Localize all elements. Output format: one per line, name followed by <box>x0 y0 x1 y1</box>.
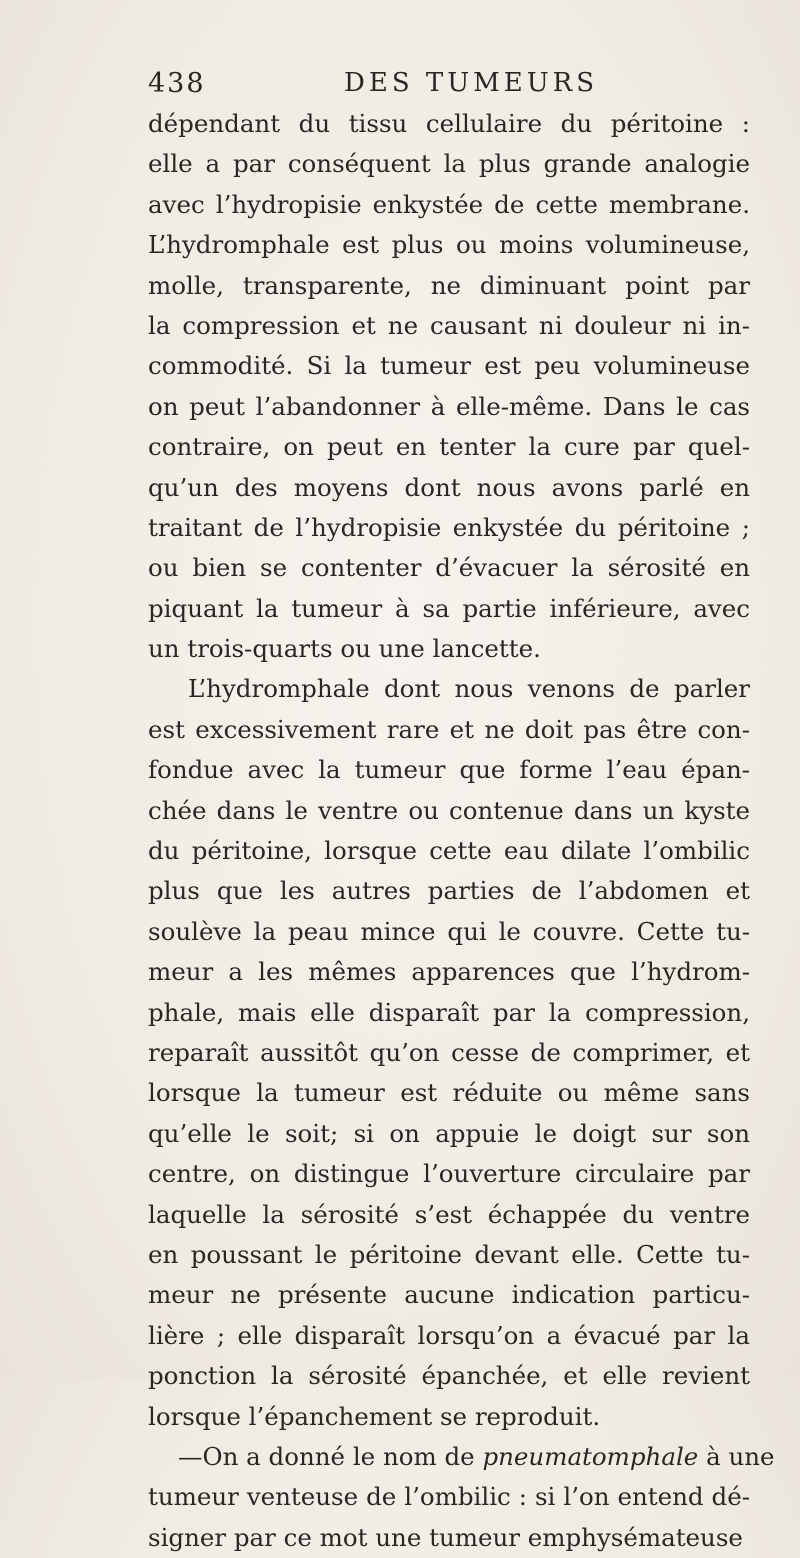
text-line: soulève la peau mince qui le couvre. Cette tu- <box>148 916 750 946</box>
text-line: reparaît aussitôt qu’on cesse de comprimer, et <box>148 1037 750 1067</box>
text-line: piquant la tumeur à sa partie inférieure, avec <box>148 593 750 623</box>
text-line: en poussant le péritoine devant elle. Cette tu- <box>148 1239 750 1269</box>
text-line: la compression et ne causant ni douleur ni in- <box>148 310 750 340</box>
text-line: centre, on distingue l’ouverture circulaire par <box>148 1159 750 1189</box>
text-line: lière ; elle disparaît lorsqu’on a évacué par la <box>148 1320 750 1350</box>
text-line: lorsque l’épanchement se reproduit. <box>148 1401 601 1431</box>
text-line: commodité. Si la tumeur est peu volumineuse <box>148 351 750 381</box>
text-line: L’hydromphale est plus ou moins volumineuse, <box>148 230 750 260</box>
text-line: signer par ce mot une tumeur emphysémateuse <box>148 1522 743 1552</box>
paragraph-start: L’hydromphale dont nous venons de parler <box>188 674 750 704</box>
paragraph-start <box>148 1437 775 1477</box>
text-line: traitant de l’hydropisie enkystée du péritoine ; <box>148 512 750 542</box>
text-segment: à une <box>698 1441 775 1471</box>
text-line: elle a par conséquent la plus grande analogie <box>148 149 750 179</box>
text-line: tumeur venteuse de l’ombilic : si l’on entend dé- <box>148 1482 750 1512</box>
text-line: fondue avec la tumeur que forme l’eau épan- <box>148 755 750 785</box>
text-line: un trois-quarts ou une lancette. <box>148 634 541 664</box>
body-text <box>148 104 775 1558</box>
text-line: avec l’hydropisie enkystée de cette membrane. <box>148 189 750 219</box>
text-line: du péritoine, lorsque cette eau dilate l’ombilic <box>148 836 750 866</box>
italic-term: pneumatomphale <box>482 1441 699 1471</box>
text-line: plus que les autres parties de l’abdomen et <box>148 876 750 906</box>
text-line: on peut l’abandonner à elle-même. Dans le cas <box>148 391 750 421</box>
text-segment: —On a donné le nom de <box>178 1441 483 1471</box>
text-line: qu’un des moyens dont nous avons parlé en <box>148 472 750 502</box>
text-line: dépendant du tissu cellulaire du péritoine : <box>148 109 750 138</box>
text-line: lorsque la tumeur est réduite ou même sans <box>148 1078 750 1108</box>
text-line: contraire, on peut en tenter la cure par quel- <box>148 432 750 462</box>
text-line: phale, mais elle disparaît par la compression, <box>148 997 750 1027</box>
page-header <box>148 68 748 108</box>
text-line: est excessivement rare et ne doit pas être con- <box>148 714 750 744</box>
text-line: chée dans le ventre ou contenue dans un kyste <box>148 795 750 825</box>
text-line: molle, transparente, ne diminuant point par <box>148 270 750 300</box>
page-number: 438 <box>148 68 206 99</box>
text-line: qu’elle le soit; si on appuie le doigt sur son <box>148 1118 750 1148</box>
text-line: meur a les mêmes apparences que l’hydrom- <box>148 957 750 987</box>
text-line: laquelle la sérosité s’est échappée du ventre <box>148 1199 750 1229</box>
text-line: meur ne présente aucune indication particu- <box>148 1280 750 1310</box>
text-line: ponction la sérosité épanchée, et elle revient <box>148 1361 750 1391</box>
running-head: DES TUMEURS <box>344 68 599 98</box>
text-line: ou bien se contenter d’évacuer la sérosité en <box>148 553 750 583</box>
